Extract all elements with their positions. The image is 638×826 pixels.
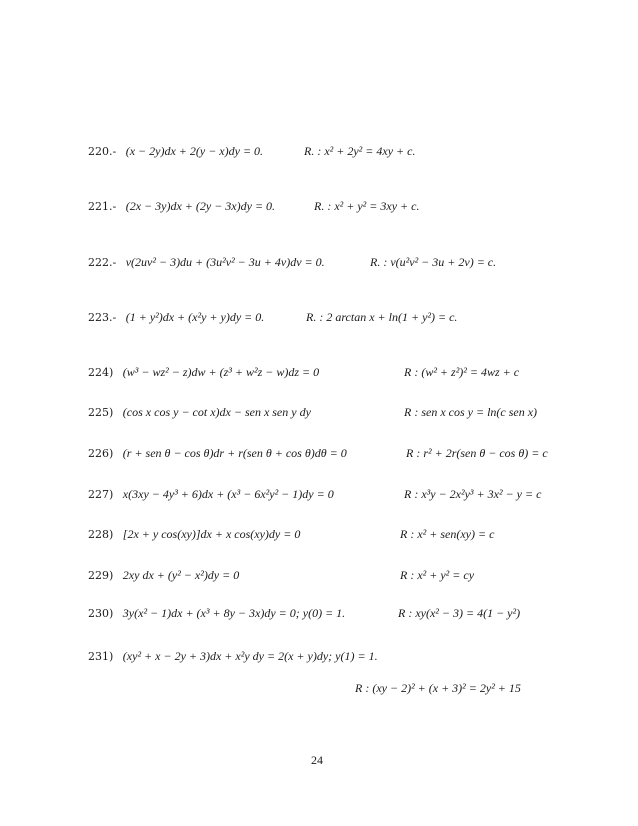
page-number: 24: [311, 753, 323, 767]
problem-225: [88, 405, 311, 420]
answer: R. : x² + 2y² = 4xy + c.: [304, 144, 416, 158]
problem-228: [88, 527, 300, 542]
equation: [2x + y cos(xy)]dx + x cos(xy)dy = 0: [122, 527, 301, 541]
answer: R : x² + sen(xy) = c: [400, 527, 495, 541]
problem-226: [88, 446, 347, 461]
equation: (xy² + x − 2y + 3)dx + x²y dy = 2(x + y)dy; y(1) = 1.: [122, 649, 378, 663]
problem-number: 231): [88, 650, 114, 663]
equation: v(2uv² − 3)du + (3u²v² − 3u + 4v)dv = 0.: [125, 255, 325, 269]
problem-227: [88, 487, 334, 502]
problem-number: 225): [88, 406, 114, 419]
answer: R. : x² + y² = 3xy + c.: [314, 199, 420, 213]
problem-number: 230): [88, 607, 114, 620]
problem-number: 228): [88, 528, 114, 541]
equation: (x − 2y)dx + 2(y − x)dy = 0.: [125, 144, 264, 158]
problem-number: 223.-: [88, 311, 117, 324]
problem-223: [88, 310, 264, 325]
equation: 2xy dx + (y² − x²)dy = 0: [122, 568, 240, 582]
equation: (r + sen θ − cos θ)dr + r(sen θ + cos θ)dθ = 0: [122, 446, 347, 460]
answer: R. : v(u²v² − 3u + 2v) = c.: [370, 255, 497, 269]
answer: R : (xy − 2)² + (x + 3)² = 2y² + 15: [355, 681, 521, 695]
answer: R : x³y − 2x²y³ + 3x² − y = c: [404, 487, 542, 501]
equation: (1 + y²)dx + (x²y + y)dy = 0.: [125, 310, 265, 324]
equation: 3y(x² − 1)dx + (x³ + 8y − 3x)dy = 0; y(0) = 1.: [122, 606, 346, 620]
answer: R : x² + y² = cy: [400, 568, 475, 582]
answer: R : sen x cos y = ln(c sen x): [404, 405, 538, 419]
problem-number: 227): [88, 488, 114, 501]
problem-number: 221.-: [88, 200, 117, 213]
problem-222: [88, 255, 325, 270]
equation: (2x − 3y)dx + (2y − 3x)dy = 0.: [125, 199, 276, 213]
problem-224: [88, 365, 319, 380]
answer: R : (w² + z²)² = 4wz + c: [404, 365, 520, 379]
equation: (cos x cos y − cot x)dx − sen x sen y dy: [122, 405, 311, 419]
problem-number: 229): [88, 569, 114, 582]
problem-number: 224): [88, 366, 114, 379]
problem-229: [88, 568, 239, 583]
equation: (w³ − wz² − z)dw + (z³ + w²z − w)dz = 0: [122, 365, 320, 379]
problem-221: [88, 199, 275, 214]
answer: R : r² + 2r(sen θ − cos θ) = c: [406, 446, 548, 460]
problem-number: 222.-: [88, 256, 117, 269]
problem-231: [88, 649, 378, 664]
answer: R : xy(x² − 3) = 4(1 − y²): [398, 606, 521, 620]
equation: x(3xy − 4y³ + 6)dx + (x³ − 6x²y² − 1)dy = 0: [122, 487, 334, 501]
answer: R. : 2 arctan x + ln(1 + y²) = c.: [306, 310, 458, 324]
problem-number: 226): [88, 447, 114, 460]
problem-number: 220.-: [88, 145, 117, 158]
problem-220: [88, 144, 263, 159]
problem-230: [88, 606, 345, 621]
